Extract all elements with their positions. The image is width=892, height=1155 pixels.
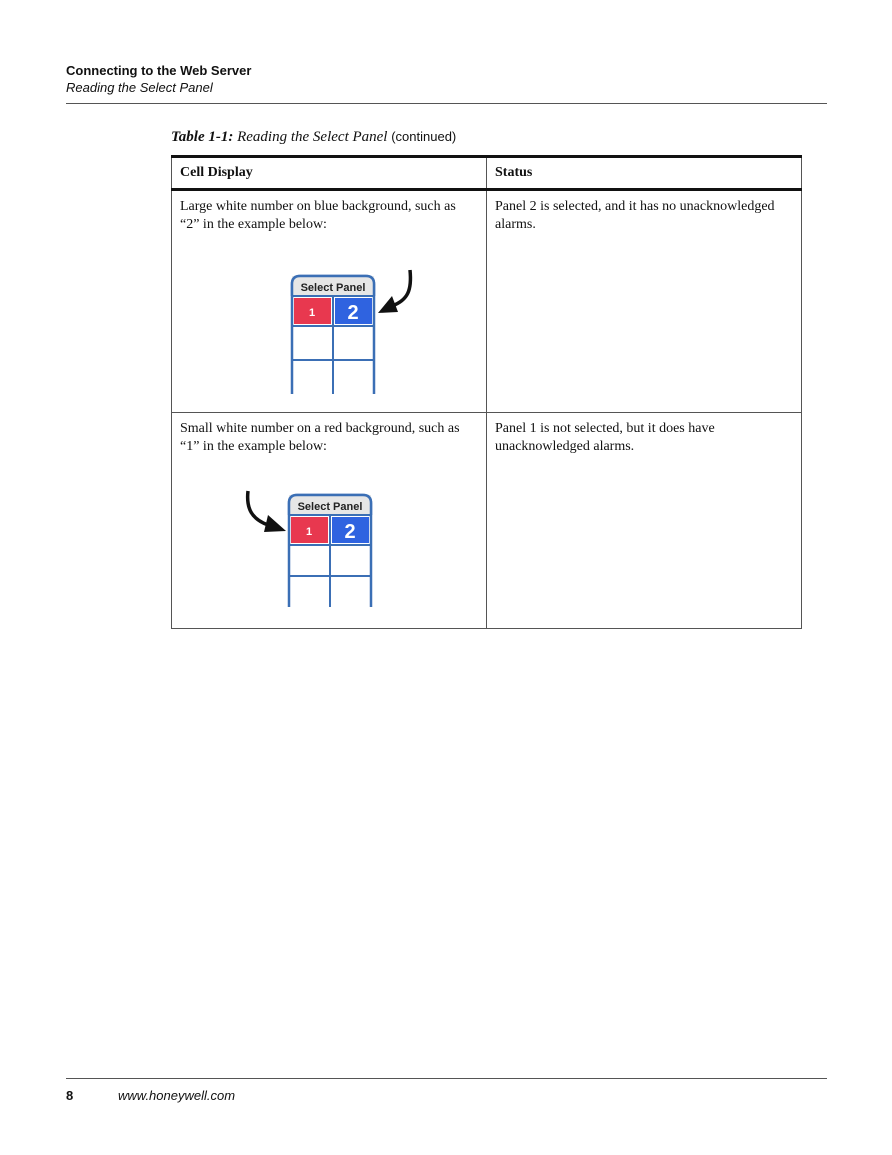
panel-header-label: Select Panel <box>300 282 366 294</box>
cell-display-cell <box>172 190 487 413</box>
arrow-icon <box>378 270 410 313</box>
chapter-title: Connecting to the Web Server <box>66 63 252 78</box>
running-header <box>66 62 251 96</box>
panel-cell-1-number: 1 <box>308 307 316 319</box>
column-header-cell-display: Cell Display <box>172 157 487 190</box>
header-rule <box>66 103 827 104</box>
cell-display-text: Small white number on a red background, such as “1” in the example below: <box>180 421 460 454</box>
footer-rule <box>66 1078 827 1079</box>
select-panel-illustration <box>238 487 378 617</box>
panel-cell-2-number: 2 <box>344 521 356 543</box>
section-title: Reading the Select Panel <box>66 80 213 95</box>
page-number: 8 <box>66 1088 74 1103</box>
status-cell <box>487 413 802 629</box>
table-row <box>172 190 802 413</box>
table-header-row <box>172 157 802 190</box>
column-header-status: Status <box>487 157 802 190</box>
table-caption-number: Table 1-1: <box>171 129 234 145</box>
select-panel-widget <box>292 276 374 394</box>
panel-header-label: Select Panel <box>297 501 363 513</box>
select-panel-widget <box>289 495 371 607</box>
panel-cell-2-number: 2 <box>347 302 359 324</box>
panel-cell-1-number: 1 <box>305 526 313 538</box>
select-panel-illustration <box>280 268 420 398</box>
status-text: Panel 1 is not selected, but it does have unacknowledged alarms. <box>495 421 715 454</box>
table-caption-suffix: (continued) <box>391 129 457 144</box>
table-row <box>172 413 802 629</box>
table-caption <box>171 128 456 146</box>
select-panel-table <box>171 155 802 629</box>
cell-display-text: Large white number on blue background, such as “2” in the example below: <box>180 199 456 232</box>
table-caption-title: Reading the Select Panel <box>237 129 388 145</box>
status-cell <box>487 190 802 413</box>
status-text: Panel 2 is selected, and it has no unacknowledged alarms. <box>495 199 775 232</box>
arrow-icon <box>248 491 286 532</box>
footer-url: www.honeywell.com <box>118 1088 236 1103</box>
cell-display-cell <box>172 413 487 629</box>
